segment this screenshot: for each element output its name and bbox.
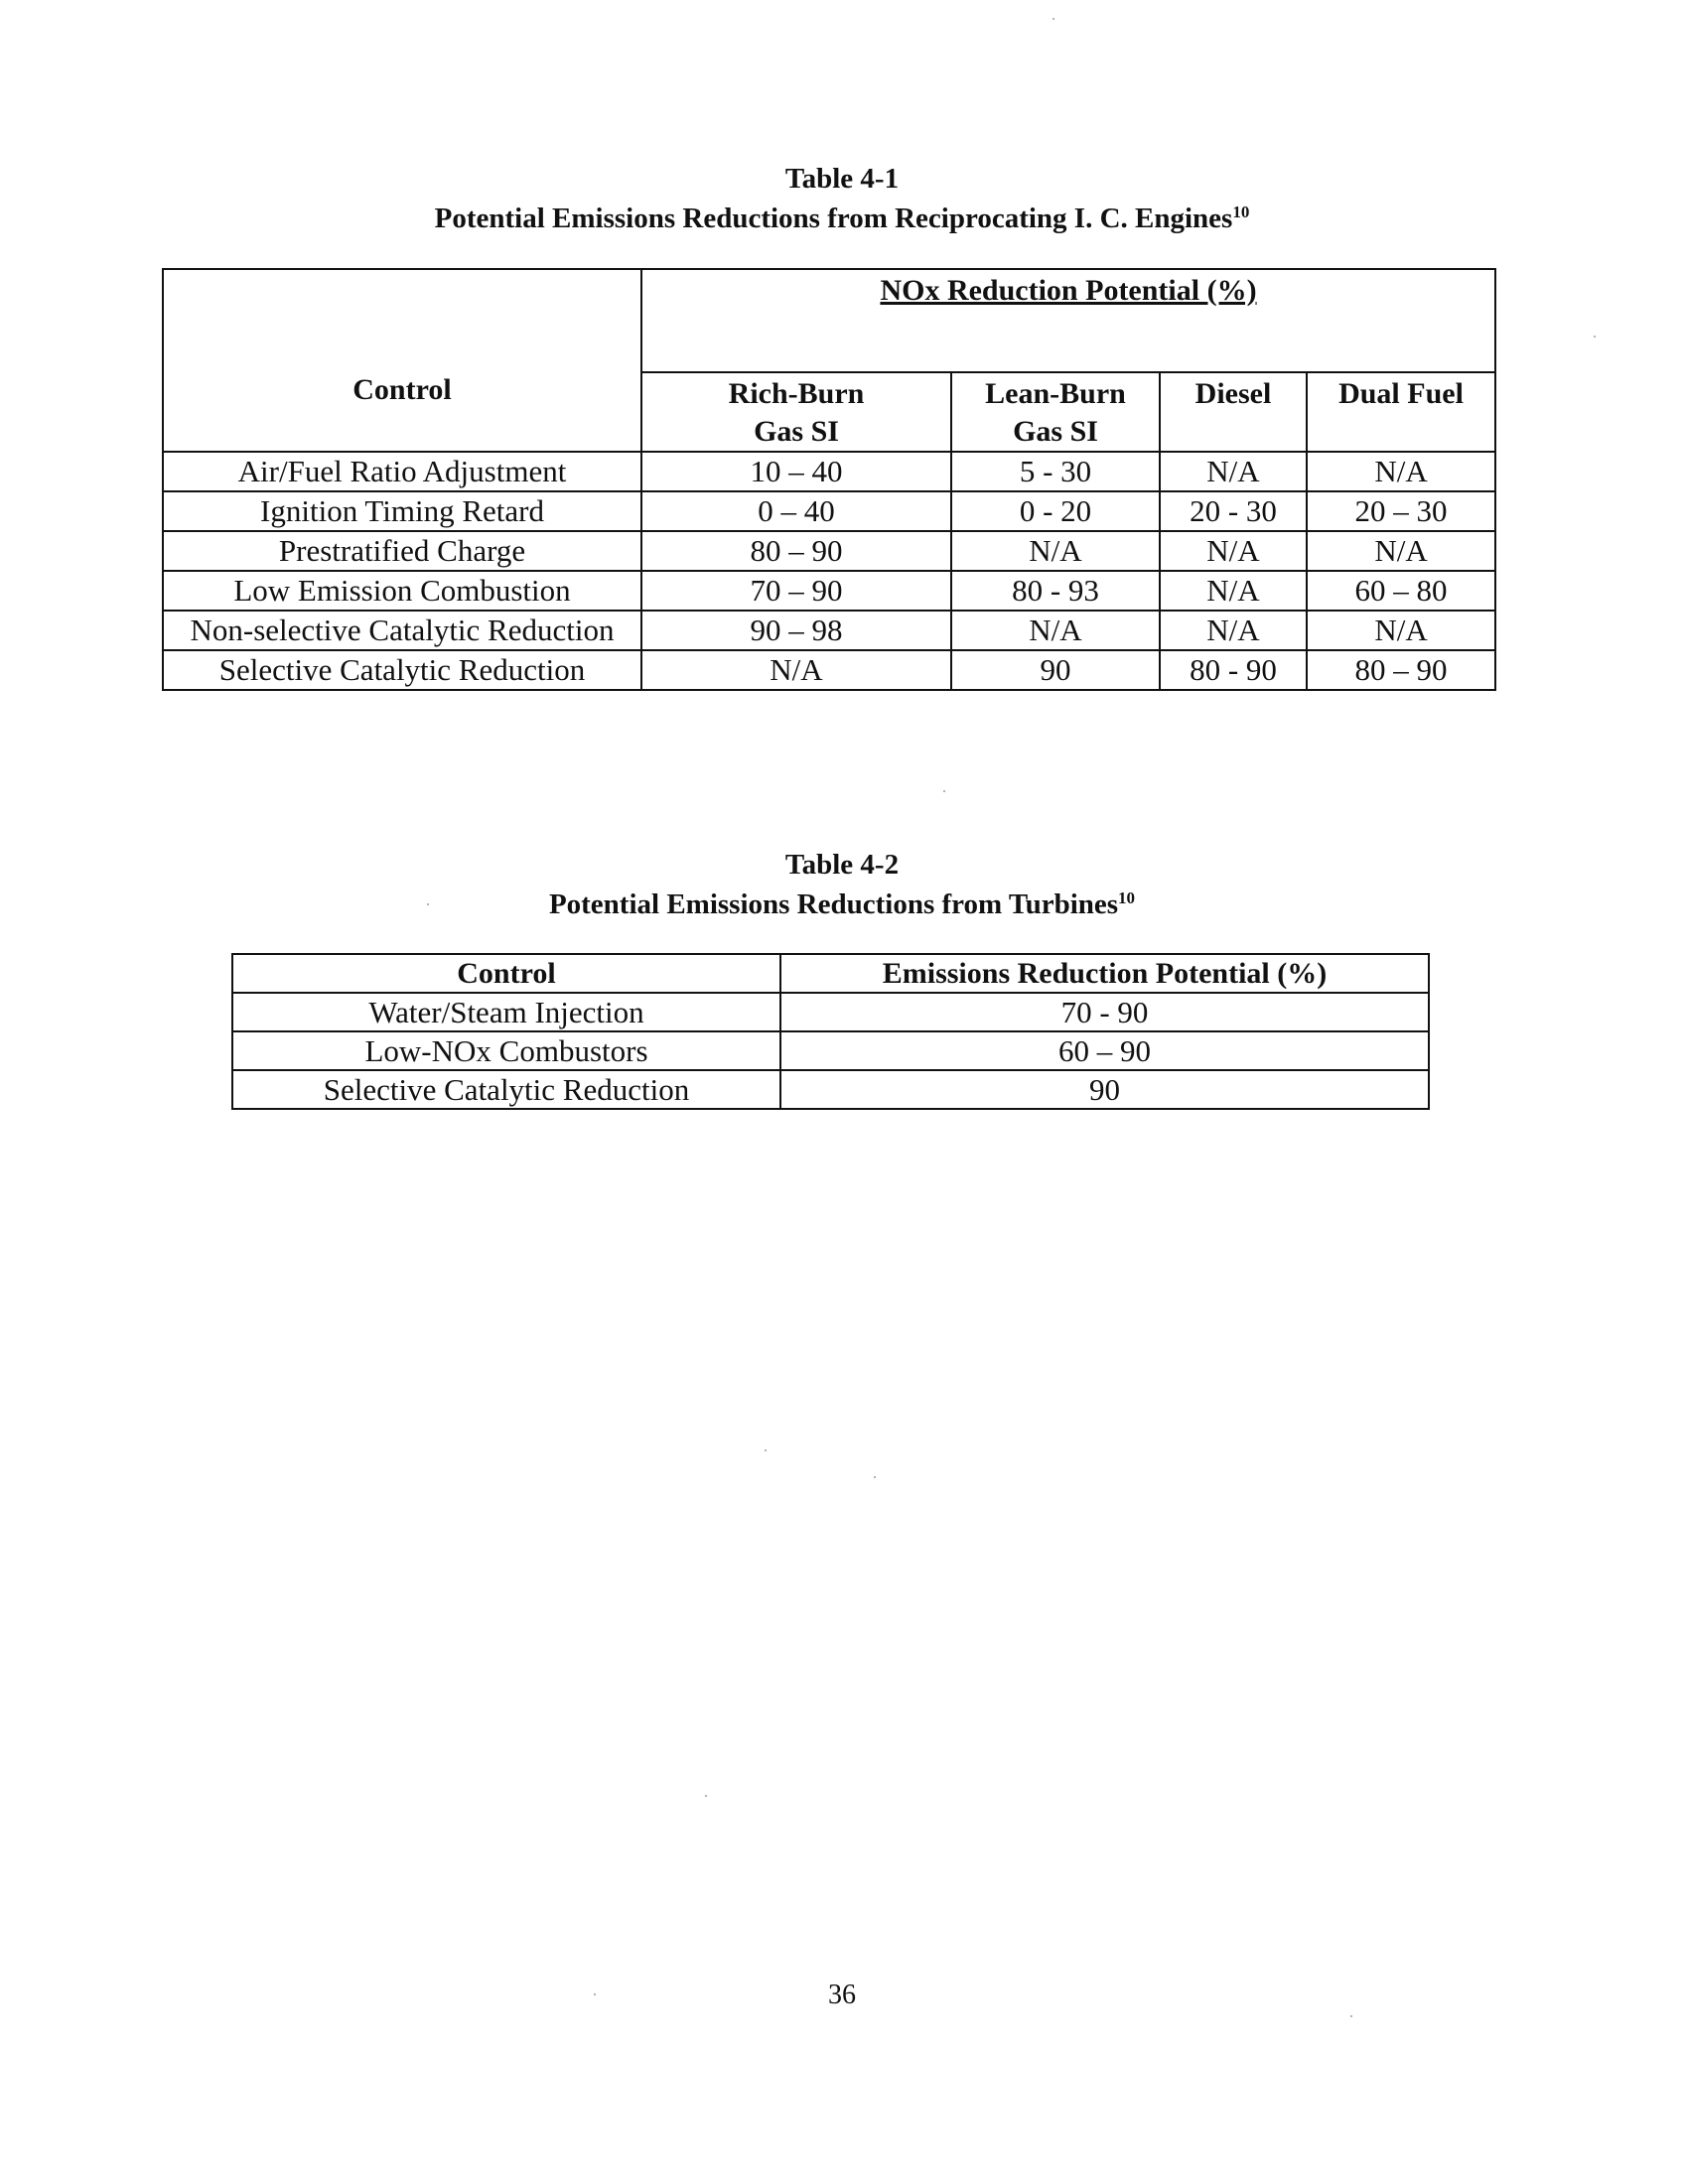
table-row xyxy=(163,452,1495,491)
row-control: Low Emission Combustion xyxy=(163,571,641,611)
cell-diesel: N/A xyxy=(1160,611,1307,650)
scan-speck xyxy=(1594,336,1596,338)
row-control: Ignition Timing Retard xyxy=(163,491,641,531)
table-4-1-caption xyxy=(0,159,1684,238)
table-row xyxy=(232,1070,1429,1109)
nox-group-header: NOx Reduction Potential (%) xyxy=(641,269,1495,372)
scan-speck xyxy=(1052,18,1054,20)
cell-rich-burn: 70 – 90 xyxy=(641,571,951,611)
cell-lean-burn: N/A xyxy=(951,531,1160,571)
reduction-column-header: Emissions Reduction Potential (%) xyxy=(780,954,1429,993)
row-control: Water/Steam Injection xyxy=(232,993,780,1031)
scan-speck xyxy=(943,790,945,792)
cell-dual-fuel: N/A xyxy=(1307,611,1495,650)
cell-rich-burn: 10 – 40 xyxy=(641,452,951,491)
table-row xyxy=(163,571,1495,611)
footnote-ref: 10 xyxy=(1232,203,1250,221)
scan-speck xyxy=(1350,2015,1352,2017)
turbine-reduction-table xyxy=(231,953,1430,1110)
page-number: 36 xyxy=(828,1979,856,2010)
row-control: Prestratified Charge xyxy=(163,531,641,571)
table-4-2-title: Potential Emissions Reductions from Turbines$^{10}$ xyxy=(548,888,1136,920)
cell-reduction: 60 – 90 xyxy=(780,1031,1429,1070)
table-4-1-label: Table 4-1 xyxy=(784,163,900,195)
cell-dual-fuel: 80 – 90 xyxy=(1307,650,1495,690)
cell-dual-fuel: N/A xyxy=(1307,452,1495,491)
cell-rich-burn: 80 – 90 xyxy=(641,531,951,571)
cell-diesel: N/A xyxy=(1160,452,1307,491)
control-column-header: Control xyxy=(232,954,780,993)
table-row xyxy=(163,531,1495,571)
cell-diesel: N/A xyxy=(1160,531,1307,571)
cell-lean-burn: N/A xyxy=(951,611,1160,650)
row-control: Air/Fuel Ratio Adjustment xyxy=(163,452,641,491)
cell-rich-burn: 90 – 98 xyxy=(641,611,951,650)
cell-dual-fuel: N/A xyxy=(1307,531,1495,571)
cell-dual-fuel: 20 – 30 xyxy=(1307,491,1495,531)
table-4-2-caption xyxy=(0,845,1684,924)
control-column-header: Control xyxy=(163,269,641,452)
cell-diesel: N/A xyxy=(1160,571,1307,611)
cell-diesel: 20 - 30 xyxy=(1160,491,1307,531)
column-header-dual-fuel: Dual Fuel xyxy=(1307,372,1495,452)
scan-speck xyxy=(594,1993,596,1995)
row-control: Non-selective Catalytic Reduction xyxy=(163,611,641,650)
footnote-ref: 10 xyxy=(1118,888,1136,907)
scan-speck xyxy=(874,1476,876,1478)
cell-lean-burn: 0 - 20 xyxy=(951,491,1160,531)
column-header-diesel: Diesel xyxy=(1160,372,1307,452)
table-4-1-title: Potential Emissions Reductions from Reciprocating I. C. Engines$^{10}$ xyxy=(434,203,1250,234)
cell-lean-burn: 80 - 93 xyxy=(951,571,1160,611)
cell-rich-burn: N/A xyxy=(641,650,951,690)
row-control: Selective Catalytic Reduction xyxy=(163,650,641,690)
row-control: Low-NOx Combustors xyxy=(232,1031,780,1070)
column-header-rich-burn: Rich-Burn Gas SI xyxy=(641,372,951,452)
cell-reduction: 70 - 90 xyxy=(780,993,1429,1031)
scan-speck xyxy=(765,1449,767,1451)
table-row xyxy=(232,1031,1429,1070)
cell-lean-burn: 90 xyxy=(951,650,1160,690)
nox-reduction-table xyxy=(162,268,1496,691)
cell-diesel: 80 - 90 xyxy=(1160,650,1307,690)
scan-speck xyxy=(705,1795,707,1797)
table-row xyxy=(232,993,1429,1031)
cell-lean-burn: 5 - 30 xyxy=(951,452,1160,491)
table-row xyxy=(163,611,1495,650)
cell-dual-fuel: 60 – 80 xyxy=(1307,571,1495,611)
table-row xyxy=(163,650,1495,690)
table-4-2-label: Table 4-2 xyxy=(784,849,900,881)
cell-reduction: 90 xyxy=(780,1070,1429,1109)
row-control: Selective Catalytic Reduction xyxy=(232,1070,780,1109)
cell-rich-burn: 0 – 40 xyxy=(641,491,951,531)
table-row xyxy=(163,491,1495,531)
scan-speck xyxy=(427,903,429,905)
column-header-lean-burn: Lean-Burn Gas SI xyxy=(951,372,1160,452)
